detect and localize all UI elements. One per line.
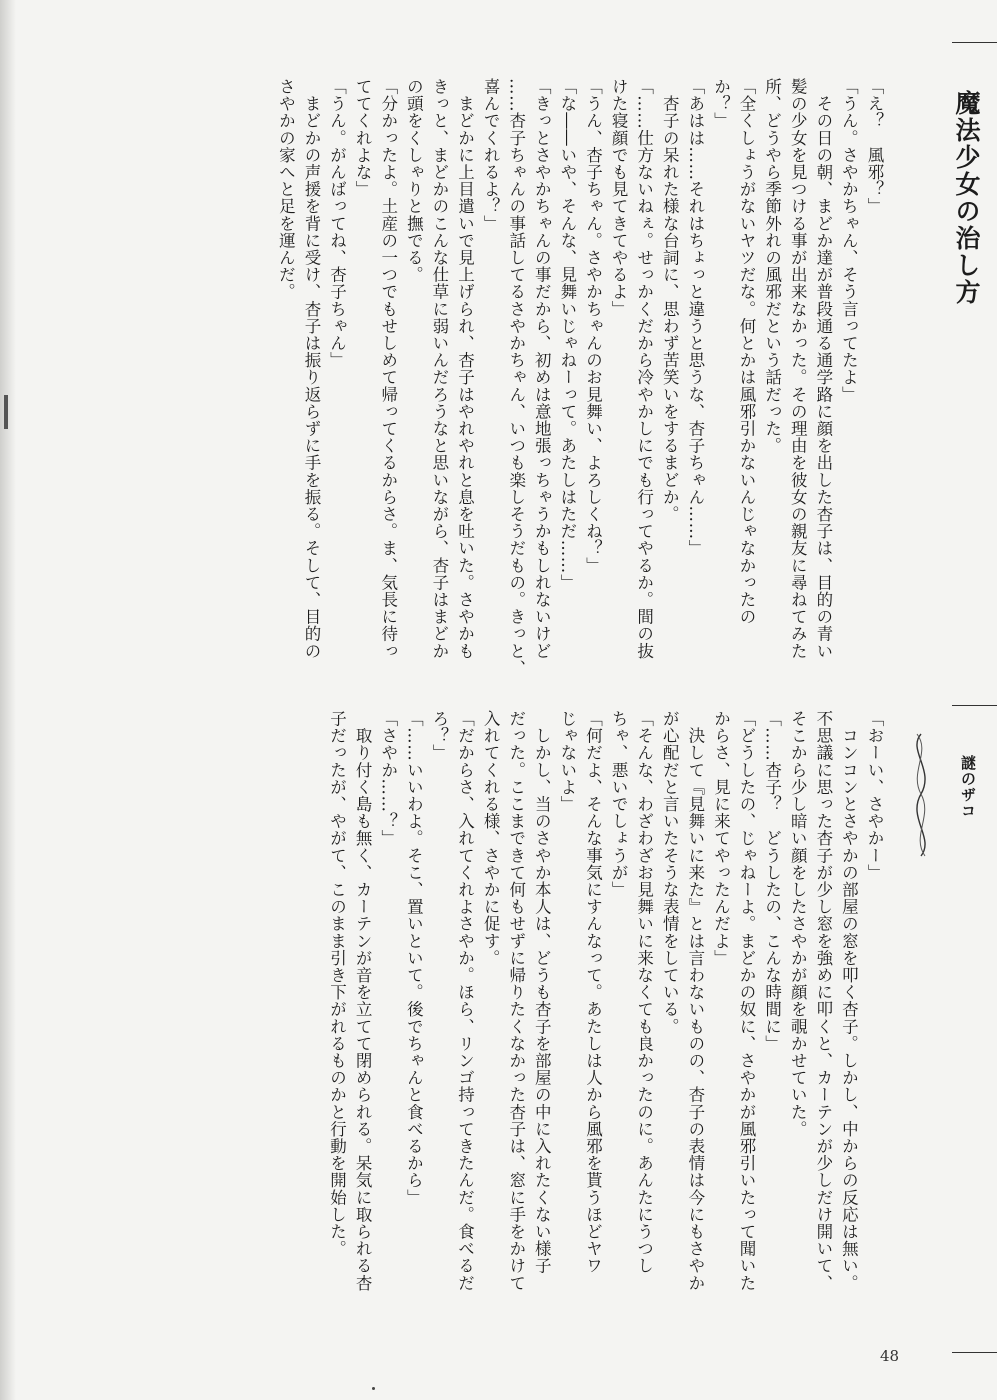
text-line: か？」 [711,78,731,130]
text-line: ろ？」 [429,710,449,762]
text-line: 「だからさ、入れてくれよさやか。ほら、リンゴ持ってきたんだ。食べるだ [455,710,475,1292]
text-line: 「全くしょうがないヤツだな。何とかは風邪引かないんじゃなかったの [737,78,757,626]
text-line: しかし、当のさやか本人は、どうも杏子を部屋の中に入れたくない様子 [532,710,552,1275]
text-line: 喜んでくれるよ？」 [481,78,501,232]
text-line: ちゃ、悪いでしょうが」 [609,710,629,899]
page-number: 48 [880,1347,900,1365]
text-line: じゃないよ」 [557,710,577,813]
text-line: その日の朝、まどか達が普段通る通学路に顔を出した杏子は、目的の青い [813,78,833,660]
text-line: 「え？ 風邪？」 [865,78,884,215]
text-line: 入れてくれる様、さやかに促す。 [481,710,501,967]
text-line: 「な――いや、そんな、見舞いじゃねーって。あたしはただ……」 [557,78,577,591]
text-line: 「うん。がんばってね、杏子ちゃん」 [327,78,347,369]
text-line: まどかに上目遣いで見上げられ、杏子はやれやれと息を吐いた。さやかも [455,78,475,660]
text-line: 「そんな、わざわざお見舞いに来なくても良かったのに。あんたにうつし [634,710,654,1275]
text-line: からさ、見に来てやったんだよ」 [711,710,731,967]
scan-mark [4,395,8,429]
middle-rule [952,705,997,706]
text-line: 「何だよ、そんな事気にすんなって。あたしは人から風邪を貰うほどヤワ [583,710,603,1275]
text-line: 所、どうやら季節外れの風邪だという話だった。 [762,78,782,455]
text-line: 「おーい、さやかー」 [865,710,884,881]
text-line: 「……杏子？ どうしたの、こんな時間に」 [762,710,782,1052]
text-line: 「さやか……？」 [378,710,398,847]
text-line: けた寝顔でも見てきてやるよ」 [609,78,629,318]
text-line: さやかの家へと足を運んだ。 [276,78,296,301]
text-line: 杏子の呆れた様な台詞に、思わず苦笑いをするまどか。 [660,78,680,523]
scan-speck [372,1387,375,1390]
top-rule [952,42,997,43]
text-line: 「……いいわよ。そこ、置いといて。後でちゃんと食べるから」 [404,710,424,1206]
text-line: 「うん、杏子ちゃん。さやかちゃんのお見舞い、よろしくね？」 [583,78,603,574]
text-line: 「分かったよ。土産の一つでもせしめて帰ってくるからさ。ま、気長に待っ [378,78,398,660]
text-line: の頭をくしゃりと撫でる。 [404,78,424,284]
text-line: ……杏子ちゃんの事話してるさやかちゃん、いつも楽しそうだもの。きっと、 [506,78,526,677]
text-line: 不思議に思った杏子が少し窓を強めに叩くと、カーテンが少しだけ開いて、 [813,710,833,1292]
text-line: まどかの声援を背に受け、杏子は振り返らずに手を振る。そして、目的の [301,78,321,660]
text-line: 取り付く島も無く、カーテンが音を立てて閉められる。呆気に取られる杏 [353,710,373,1292]
text-line: きっと、まどかのこんな仕草に弱いんだろうなと思いながら、杏子はまどか [429,78,449,660]
text-line: そこから少し暗い顔をしたさやかが顔を覗かせていた。 [788,710,808,1138]
text-line: だった。ここまできて何もせずに帰りたくなかった杏子は、窓に手をかけて [506,710,526,1292]
binding-shadow [0,0,16,1400]
chapter-title: 魔法少女の治し方 [952,90,981,306]
text-line: 「どうしたの、じゃねーよ。まどかの奴に、さやかが風邪引いたって聞いた [737,710,757,1292]
text-line: 「うん。さやかちゃん、そう言ってたよ」 [839,78,859,403]
text-line: 決して『見舞いに来た』とは言わないものの、杏子の表情は今にもさやか [685,710,705,1292]
story-text-lower [182,710,887,1340]
text-line: が心配だと言いたそうな表情をしている。 [660,710,680,1035]
text-line: コンコンとさやかの部屋の窓を叩く杏子。しかし、中からの反応は無い。 [839,710,859,1292]
flourish-ornament [905,730,937,860]
text-line: 子だったが、やがて、このまま引き下がれるものかと行動を開始した。 [327,710,347,1258]
text-line: 髪の少女を見つける事が出来なかった。その理由を彼女の親友に尋ねてみた [788,78,808,660]
text-line: 「きっとさやかちゃんの事だから、初めは意地張っちゃうかもしれないけど [532,78,552,660]
text-line: ててくれよな」 [353,78,373,198]
bottom-rule [952,1352,997,1353]
text-line: 「……仕方ないねぇ。せっかくだから冷やかしにでも行ってやるか。間の抜 [634,78,654,660]
author-name: 謎のザコ [959,755,977,819]
text-line: 「あはは……それはちょっと違うと思うな、杏子ちゃん……」 [685,78,705,557]
story-text-upper [182,78,887,688]
